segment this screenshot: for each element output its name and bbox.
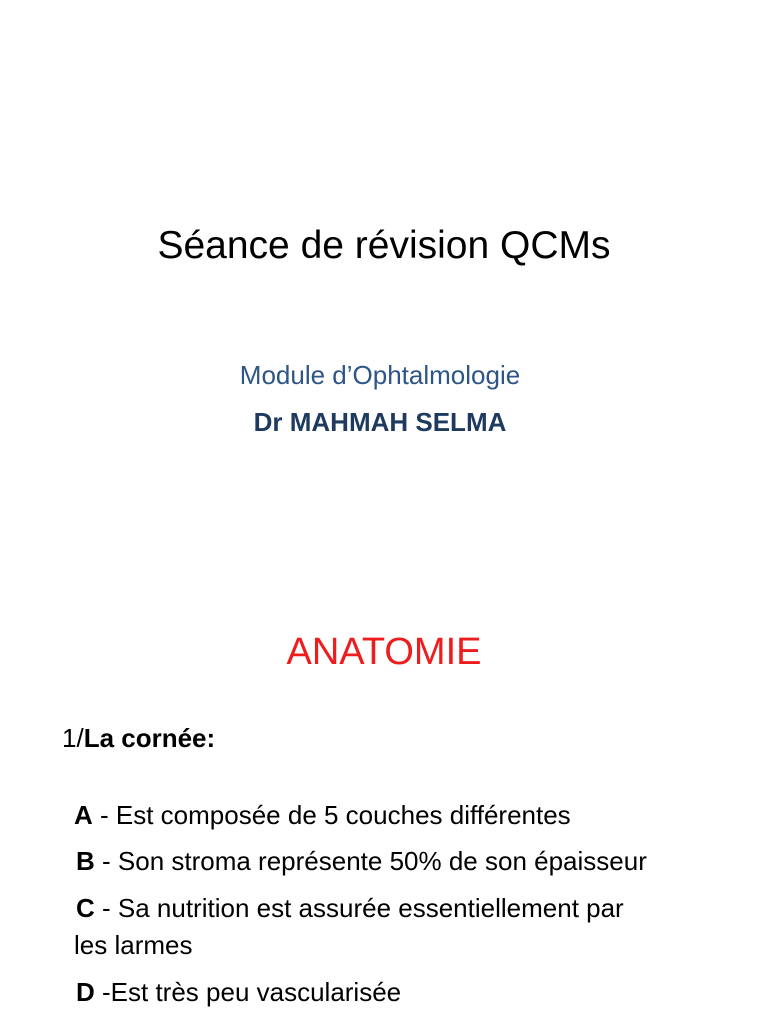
option-letter: C [76,893,95,923]
option-a [74,797,734,834]
section-heading: ANATOMIE [286,631,482,673]
slide-title: Séance de révision QCMs [157,224,611,267]
question-text: La cornée: [83,723,216,753]
option-b [76,843,736,880]
option-d [76,974,736,1011]
option-text: - Son stroma représente 50% de son épaisseur [94,846,647,876]
option-text: -Est très peu vascularisée [94,977,402,1007]
option-letter: D [76,977,95,1007]
module-subtitle: Module d’Ophtalmologie [239,360,521,390]
option-c [76,890,736,964]
option-letter: A [74,800,93,830]
option-letter: B [76,846,95,876]
question-number: 1/ [62,723,84,753]
author-name: Dr MAHMAH SELMA [253,407,507,437]
option-text: - Sa nutrition est assurée essentiellement par [94,893,624,923]
question-heading [62,721,215,755]
option-text-continuation: les larmes [74,930,193,960]
option-text: - Est composée de 5 couches différentes [92,800,571,830]
